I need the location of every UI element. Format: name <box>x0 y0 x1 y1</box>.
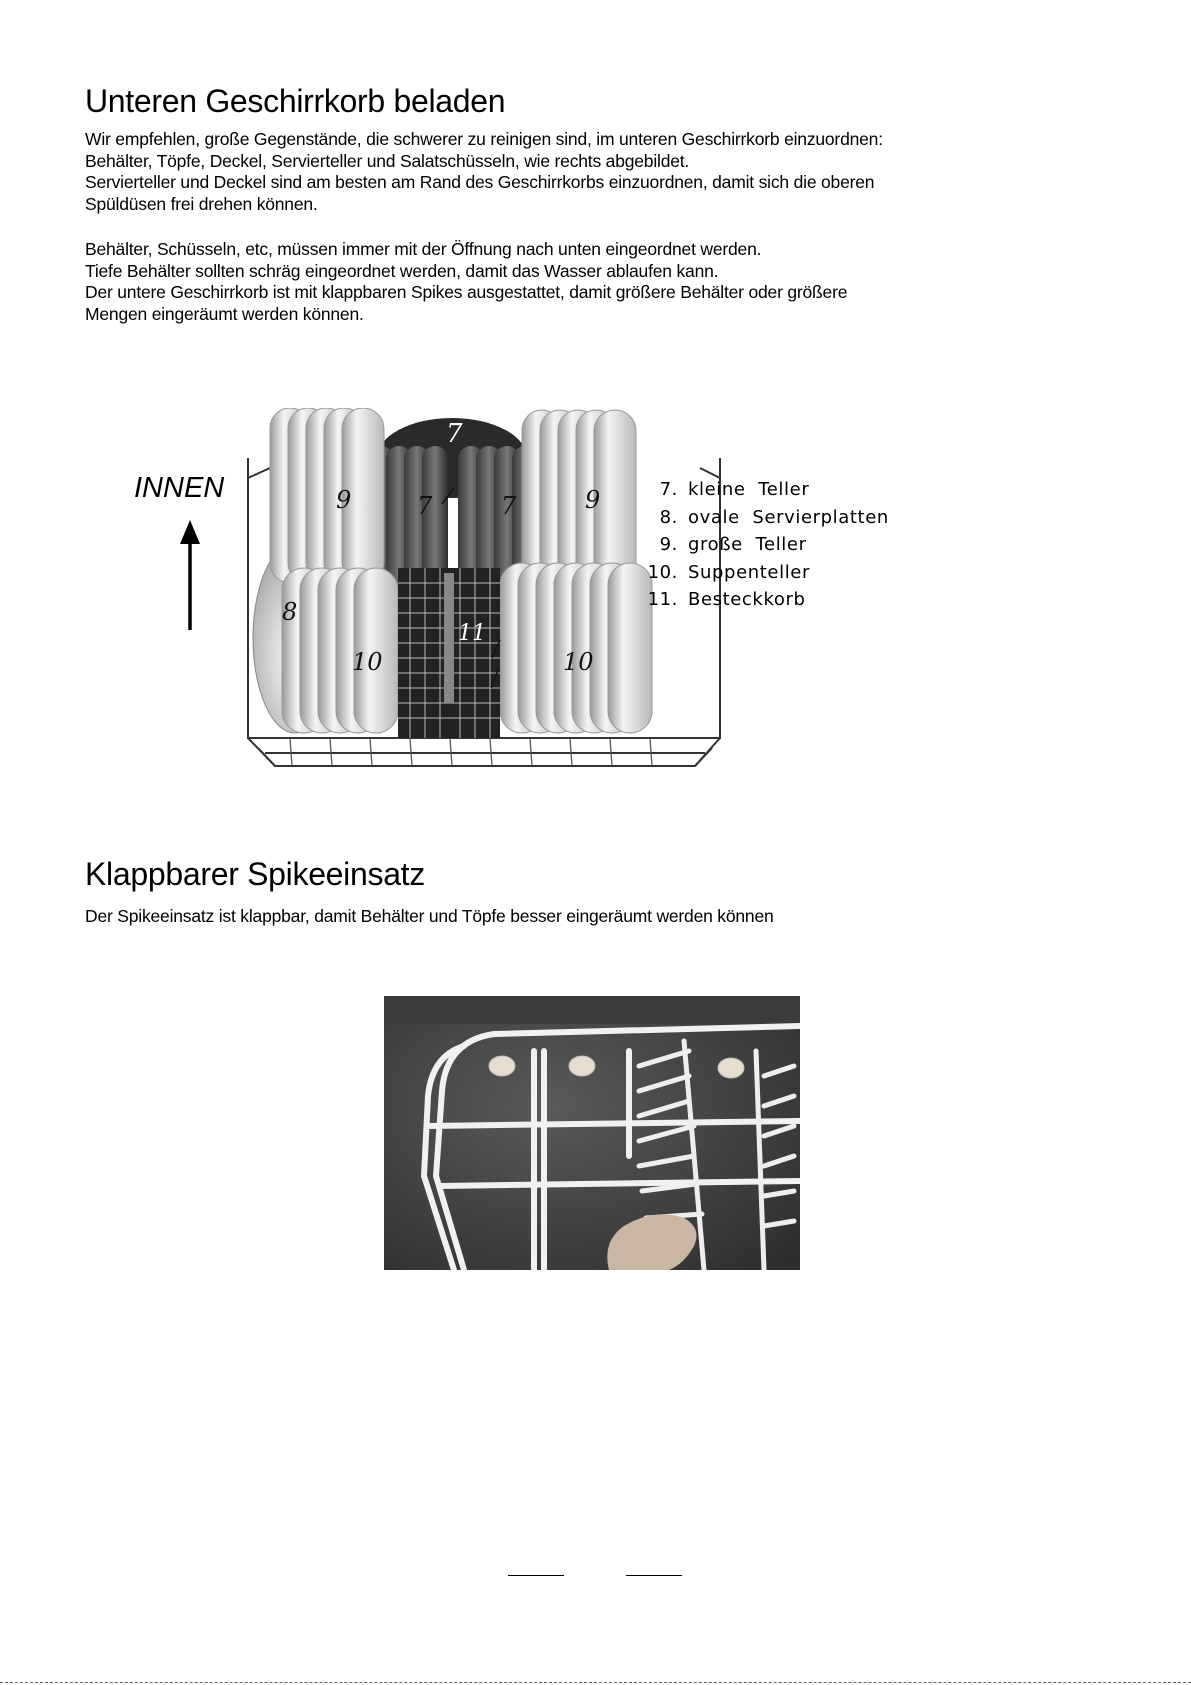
text-line: Tiefe Behälter sollten schräg eingeordnet werden, damit das Wasser ablaufen kann. <box>85 260 719 281</box>
large-plates-left <box>270 408 384 583</box>
legend-number: 8. <box>659 506 678 528</box>
callout-7-top: 7 <box>446 419 463 449</box>
arrow-up-icon <box>180 520 200 630</box>
large-plates-right <box>522 410 636 585</box>
callout-11: 11 <box>458 621 486 646</box>
legend-item <box>640 586 889 614</box>
legend-item <box>640 504 889 532</box>
legend-label: große Teller <box>688 534 807 555</box>
text-line: Der Spikeeinsatz ist klappbar, damit Behälter und Töpfe besser eingeräumt werden können <box>85 906 774 926</box>
direction-label: INNEN <box>134 472 225 504</box>
legend-item <box>640 476 889 504</box>
page-bottom-border <box>0 1682 1191 1683</box>
paragraph-lower-basket-tips <box>85 239 847 325</box>
legend-number: 11. <box>647 589 678 610</box>
callout-9-left: 9 <box>336 486 352 514</box>
text-line: Mengen eingeräumt werden können. <box>85 303 364 324</box>
legend-label: Suppenteller <box>688 561 810 583</box>
callout-10-right: 10 <box>563 648 594 676</box>
section-title-spike-insert: Klappbarer Spikeeinsatz <box>85 856 425 892</box>
paragraph-spike-insert <box>85 906 774 928</box>
legend-label: kleine Teller <box>688 479 810 500</box>
legend-label: Besteckkorb <box>688 589 806 610</box>
legend-number: 7. <box>659 479 678 500</box>
callout-10-left: 10 <box>352 648 383 676</box>
callout-7-center-a: 7 <box>417 492 433 520</box>
callout-8: 8 <box>282 598 298 626</box>
legend-item <box>640 531 889 559</box>
spike-insert-photo <box>384 996 800 1270</box>
text-line: Der untere Geschirrkorb ist mit klappbaren Spikes ausgestattet, damit größere Behälter oder größere <box>85 282 848 302</box>
page-number-rule-left <box>508 1575 564 1576</box>
callout-9-right: 9 <box>585 486 601 514</box>
text-line: Spüldüsen frei drehen können. <box>85 193 318 214</box>
legend-item <box>640 559 889 587</box>
figure-legend <box>640 476 889 614</box>
callout-7-center-b: 7 <box>501 492 517 520</box>
legend-label: ovale Servierplatten <box>688 506 889 528</box>
text-line: Wir empfehlen, große Gegenstände, die schwerer zu reinigen sind, im unteren Geschirrkorb einzuordnen: <box>85 129 883 149</box>
page-number-rule-right <box>626 1575 682 1576</box>
paragraph-lower-basket-intro <box>85 129 883 215</box>
text-line: Behälter, Schüsseln, etc, müssen immer mit der Öffnung nach unten eingeordnet werden. <box>85 239 762 259</box>
legend-number: 9. <box>659 534 678 555</box>
cutlery-basket <box>398 568 500 738</box>
text-line: Servierteller und Deckel sind am besten am Rand des Geschirrkorbs einzuordnen, damit sich die oberen <box>85 172 875 192</box>
legend-number: 10. <box>647 561 678 583</box>
text-line: Behälter, Töpfe, Deckel, Servierteller und Salatschüsseln, wie rechts abgebildet. <box>85 150 690 171</box>
section-title-lower-basket: Unteren Geschirrkorb beladen <box>85 83 506 119</box>
